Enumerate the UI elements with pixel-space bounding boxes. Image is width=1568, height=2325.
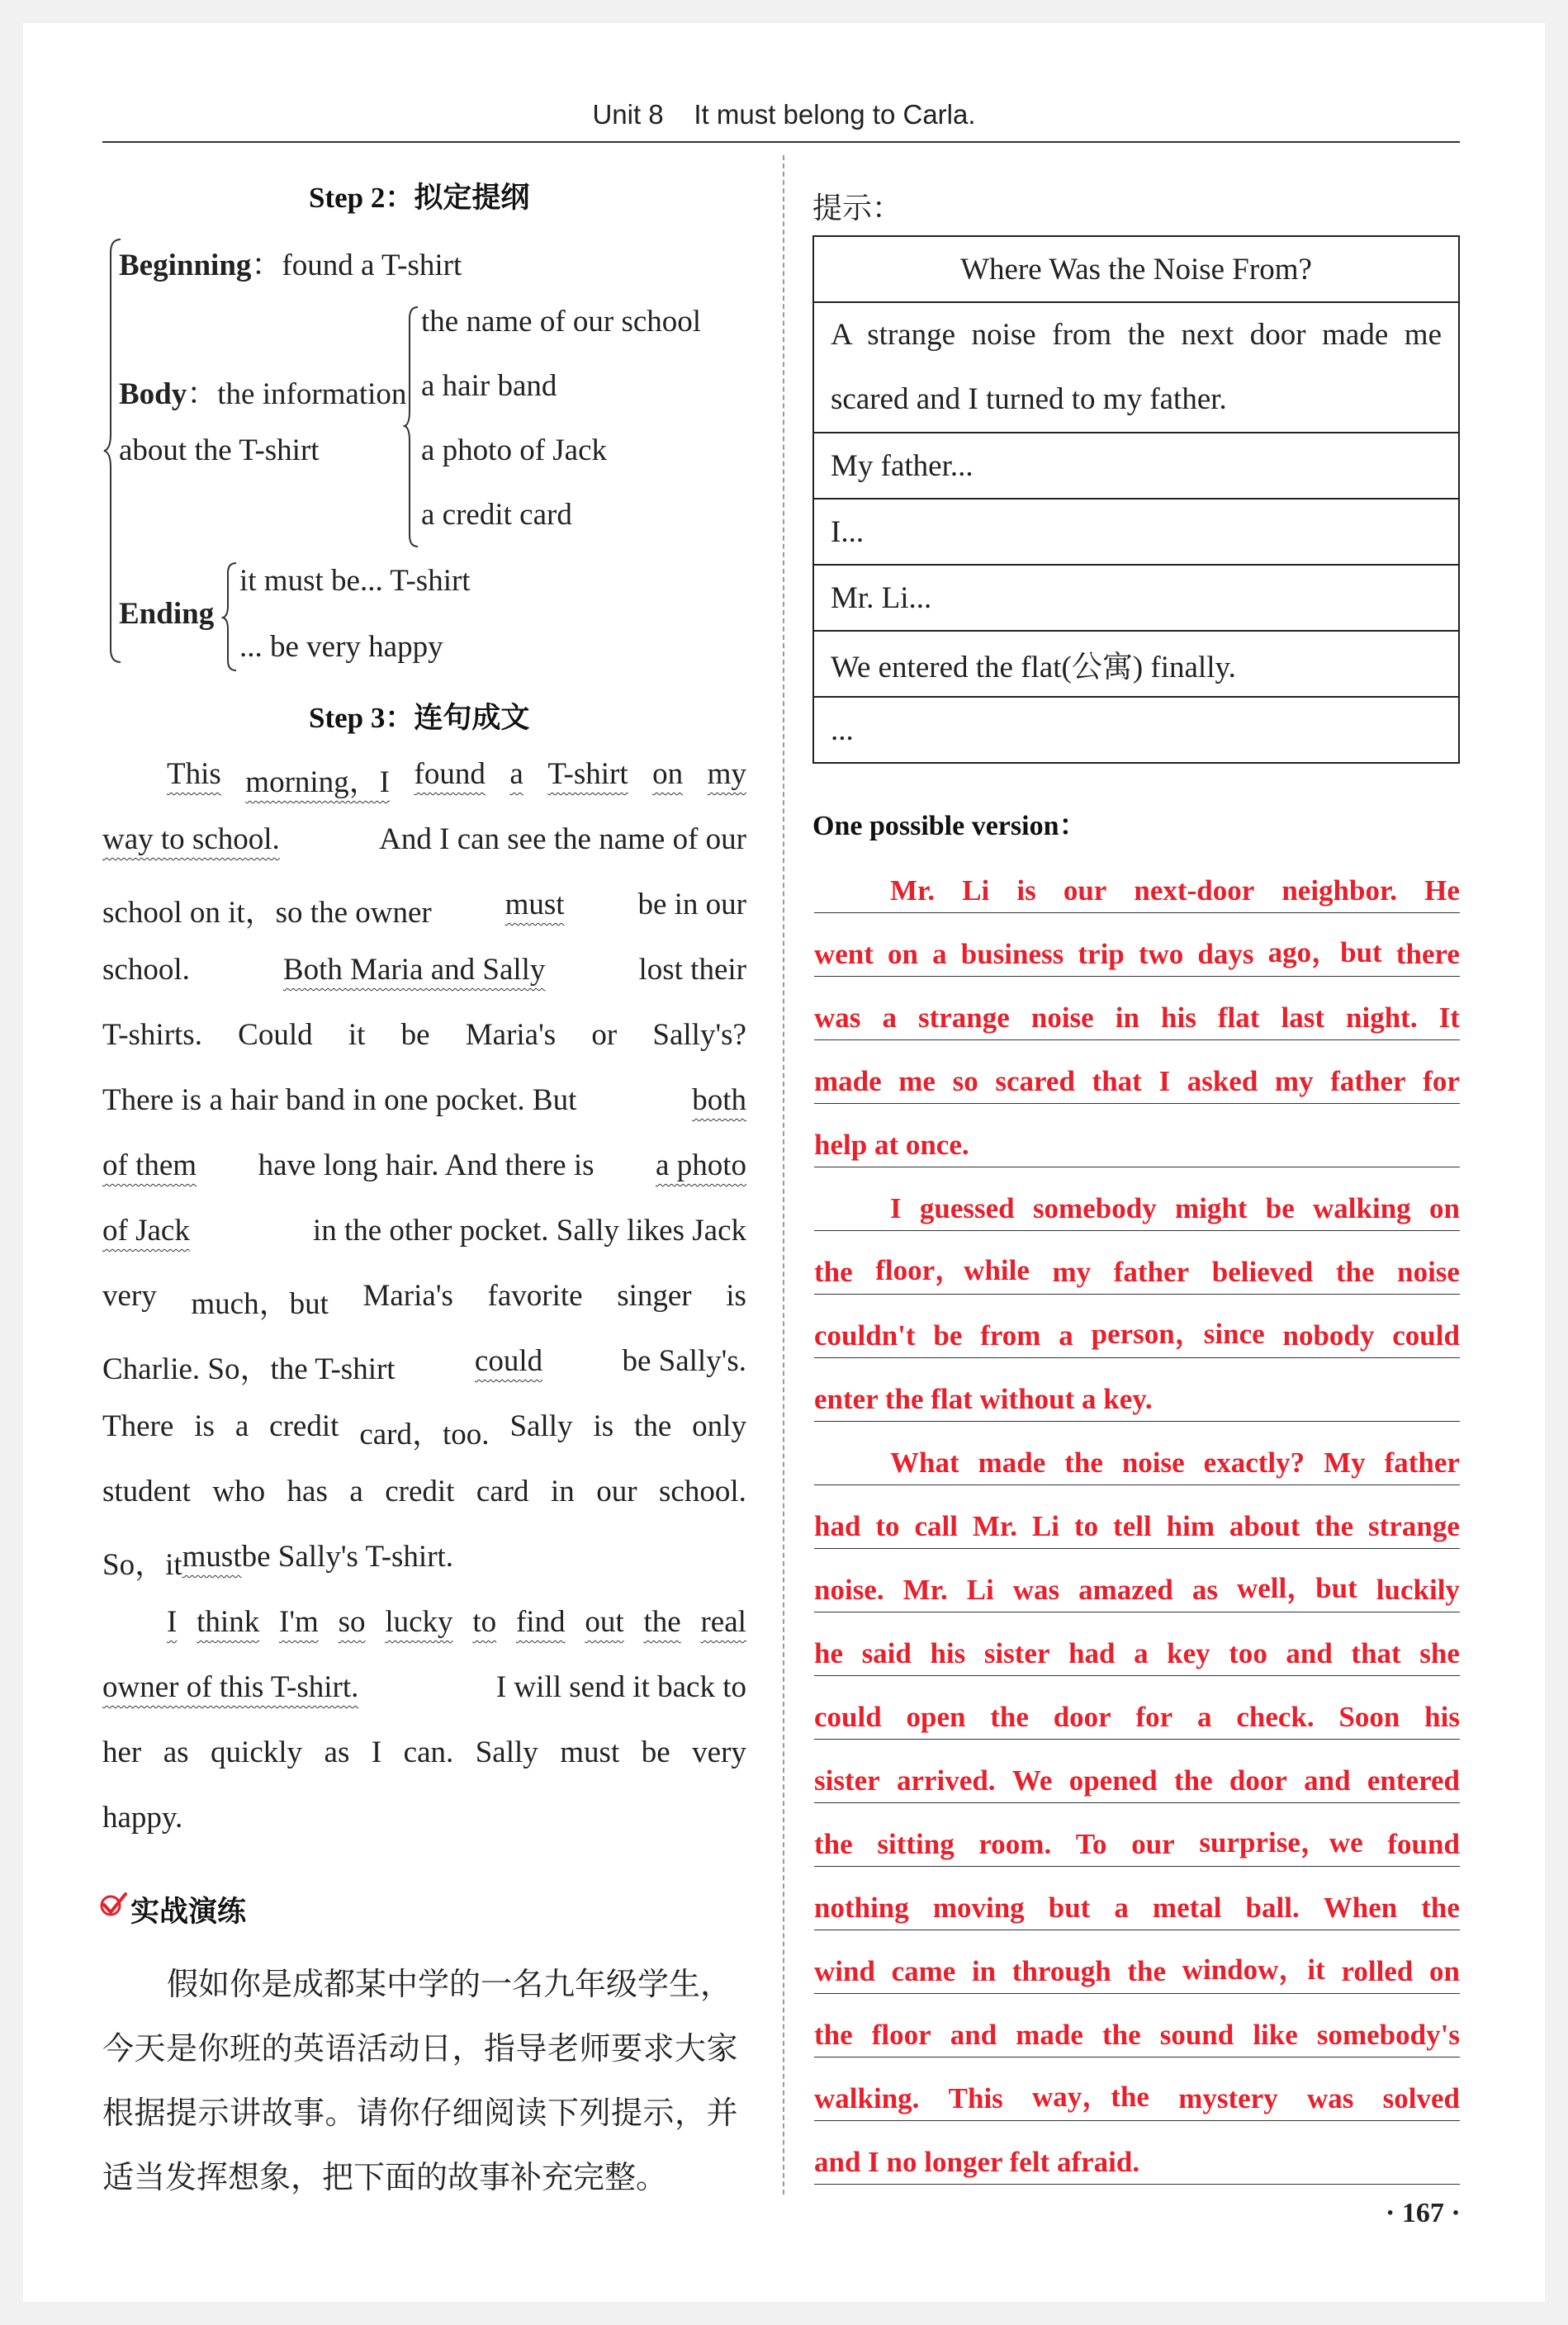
body-item: a credit card xyxy=(421,498,572,532)
essay-line: school. Both Maria and Sally lost their xyxy=(102,953,746,987)
answer-line: made me so scared that I asked my father for xyxy=(814,1041,1460,1104)
answer-line: had to call Mr. Li to tell him about the strange xyxy=(814,1486,1460,1549)
answer-line: could open the door for a check. Soon his xyxy=(814,1677,1460,1740)
answer-line: walking. This way，the mystery was solved xyxy=(814,2058,1460,2121)
practice-line: 适当发挥想象，把下面的故事补充完整。 xyxy=(102,2161,668,2195)
answer-line: Mr. Li is our next-door neighbor. He xyxy=(814,850,1460,913)
hint-table-row: I... xyxy=(813,499,1459,565)
body-item: the name of our school xyxy=(421,305,702,339)
essay-line: This morning，I found a T-shirt on my xyxy=(167,757,746,799)
beginning-text: ：found a T-shirt xyxy=(251,249,462,282)
essay-line: school on it，so the owner must be in our xyxy=(102,888,746,930)
unit-label: Unit 8 xyxy=(592,99,664,130)
body-text-1: ：the information xyxy=(187,377,407,411)
answer-line: and I no longer felt afraid. xyxy=(814,2122,1460,2185)
column-divider xyxy=(783,155,784,2195)
outline-body xyxy=(119,368,406,413)
body-label: Body xyxy=(119,377,187,411)
hint-table xyxy=(812,235,1460,764)
answer-line: I guessed somebody might be walking on xyxy=(814,1168,1460,1231)
check-icon xyxy=(99,1891,127,1919)
essay-line: T-shirts. Could it be Maria's or Sally's? xyxy=(102,1018,746,1052)
essay-line: student who has a credit card in our school. xyxy=(102,1475,746,1508)
practice-line: 今天是你班的英语活动日，指导老师要求大家 xyxy=(102,2032,739,2067)
step2-title: Step 2：拟定提纲 xyxy=(309,182,530,214)
page-number: · 167 · xyxy=(1386,2198,1461,2228)
version-label: One possible version： xyxy=(812,811,1087,841)
answer-line: the floor，while my father believed the noise xyxy=(814,1232,1460,1295)
essay-line: her as quickly as I can. Sally must be very xyxy=(102,1735,746,1769)
hint-table-row: My father... xyxy=(813,433,1459,499)
body-item: a photo of Jack xyxy=(421,433,608,467)
body-item: a hair band xyxy=(421,369,557,403)
answer-line: was a strange noise in his flat last night. It xyxy=(814,978,1460,1040)
page-header xyxy=(23,99,1545,130)
essay-line: There is a hair band in one pocket. But both xyxy=(102,1083,746,1117)
essay-line: So，it must be Sally's T-shirt. xyxy=(102,1540,454,1582)
beginning-label: Beginning xyxy=(119,249,252,282)
ending-brace xyxy=(221,560,241,674)
answer-line: sister arrived. We opened the door and entered xyxy=(814,1740,1460,1803)
answer-line: the floor and made the sound like somebody's xyxy=(814,1995,1460,2057)
header-rule xyxy=(102,141,1460,143)
essay-line: owner of this T-shirt. I will send it back to xyxy=(102,1670,746,1704)
essay-line: happy. xyxy=(102,1801,183,1835)
step3-title: Step 3：连句成文 xyxy=(309,702,530,734)
essay-line: Charlie. So，the T-shirt could be Sally's. xyxy=(102,1344,746,1386)
practice-line: 假如你是成都某中学的一名九年级学生， xyxy=(167,1967,732,2002)
answer-line: went on a business trip two days ago，but there xyxy=(814,914,1460,977)
hint-table-title: Where Was the Noise From? xyxy=(813,236,1459,302)
ending-item: ... be very happy xyxy=(239,630,443,664)
answer-line: couldn't be from a person，since nobody could xyxy=(814,1295,1460,1358)
answer-line: he said his sister had a key too and that she xyxy=(814,1613,1460,1676)
essay-line: way to school. And I can see the name of our xyxy=(102,822,746,856)
hint-table-row: A strange noise from the next door made me scared and I turned to my father. xyxy=(813,302,1459,433)
body-brace xyxy=(403,304,423,552)
practice-line: 根据提示讲故事。请你仔细阅读下列提示，并 xyxy=(102,2096,739,2131)
unit-title: It must belong to Carla. xyxy=(694,99,976,130)
answer-line: nothing moving but a metal ball. When the xyxy=(814,1868,1460,1930)
outline-beginning xyxy=(119,239,462,284)
hint-table-row: We entered the flat(公寓) finally. xyxy=(813,631,1459,697)
answer-line: noise. Mr. Li was amazed as well，but luckily xyxy=(814,1550,1460,1612)
hint-table-row: Mr. Li... xyxy=(813,565,1459,631)
textbook-page xyxy=(23,23,1545,2302)
essay-line: of Jack in the other pocket. Sally likes Jack xyxy=(102,1214,746,1248)
essay-line: of them have long hair. And there is a photo xyxy=(102,1148,746,1182)
ending-label: Ending xyxy=(119,597,215,631)
practice-title: 实战演练 xyxy=(130,1896,247,1928)
answer-line: the sitting room. To our surprise，we found xyxy=(814,1804,1460,1867)
essay-line: I think I'm so lucky to find out the real xyxy=(167,1605,746,1639)
essay-line: There is a credit card，too. Sally is the only xyxy=(102,1409,746,1451)
hint-label: 提示： xyxy=(812,192,902,225)
hint-table-row: ... xyxy=(813,697,1459,763)
answer-line: What made the noise exactly? My father xyxy=(814,1423,1460,1485)
body-text-2: about the T-shirt xyxy=(119,433,320,467)
ending-item: it must be... T-shirt xyxy=(239,564,471,598)
answer-line: wind came in through the window，it rolled on xyxy=(814,1931,1460,1994)
essay-line: very much，but Maria's favorite singer is xyxy=(102,1279,746,1321)
answer-line: enter the flat without a key. xyxy=(814,1359,1460,1422)
answer-line: help at once. xyxy=(814,1105,1460,1167)
